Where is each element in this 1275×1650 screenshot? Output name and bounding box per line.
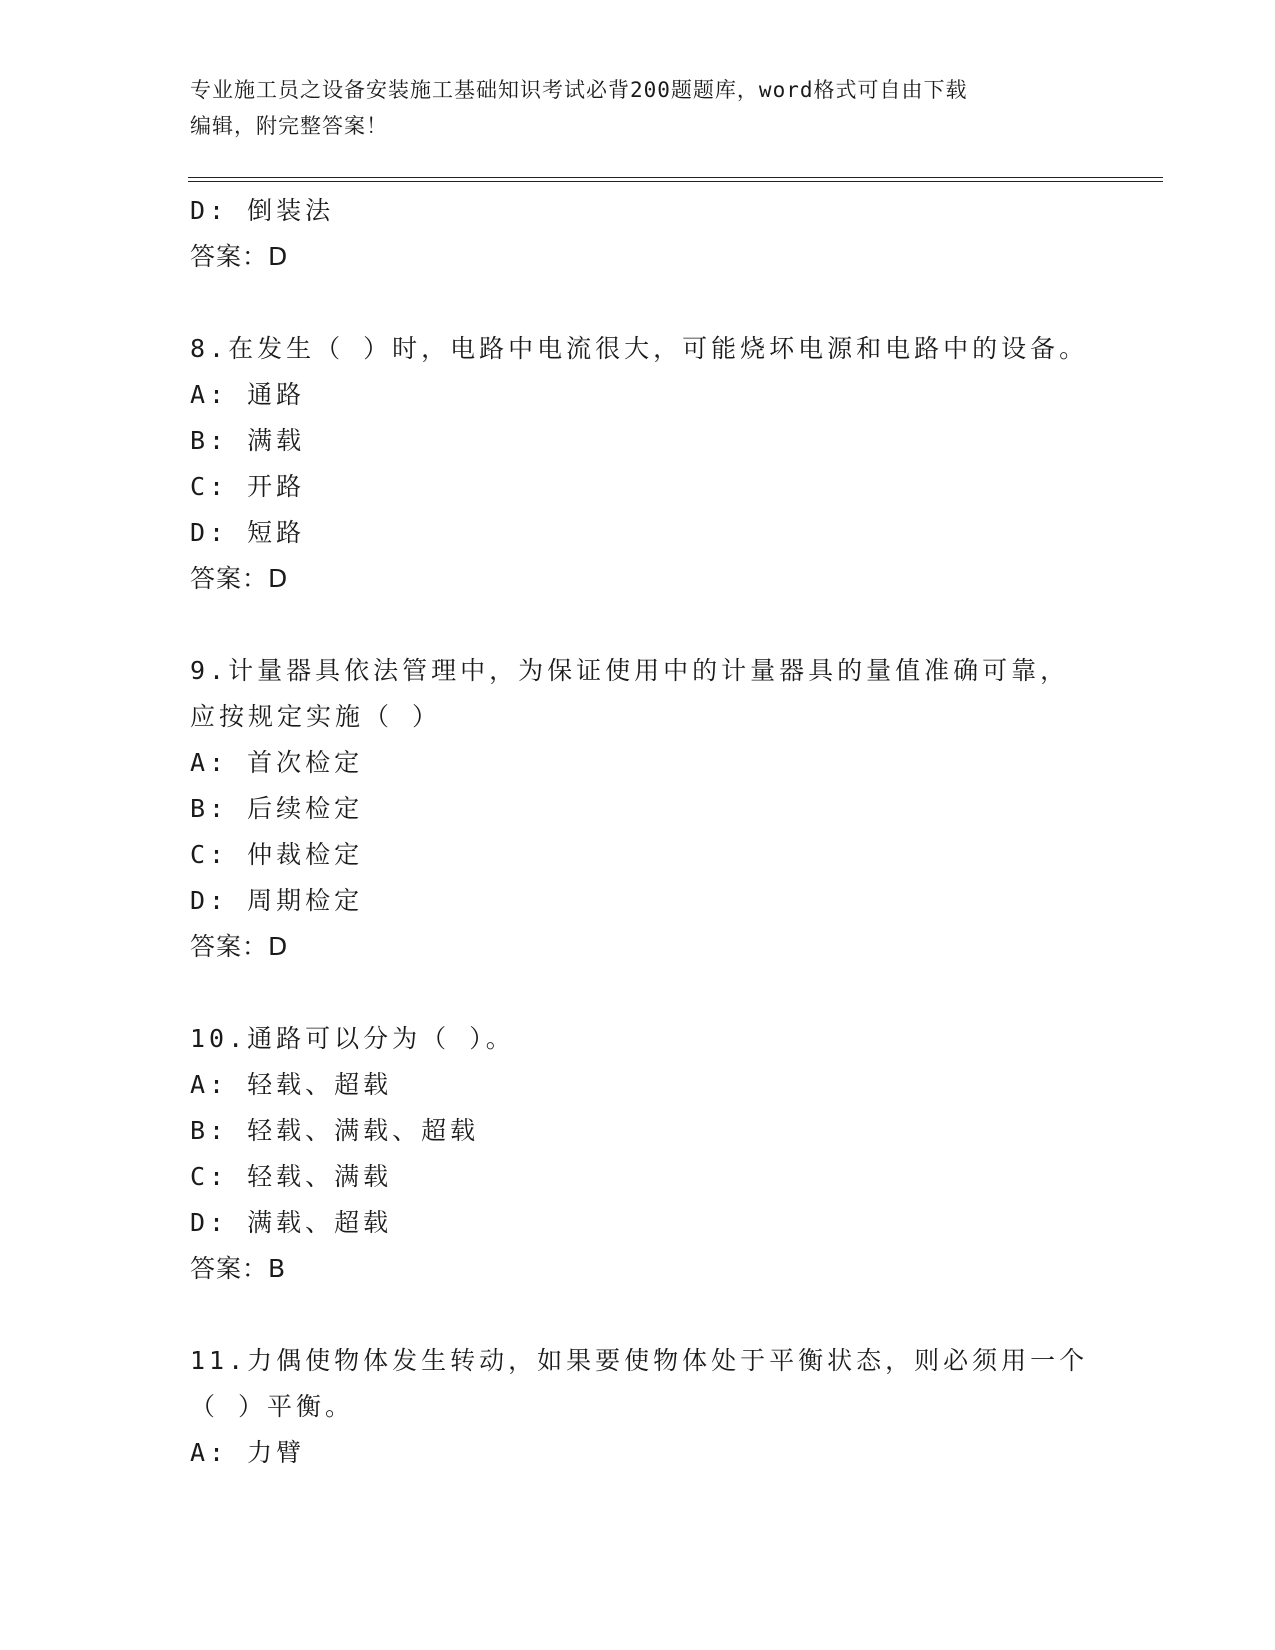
header-title-line-1: 专业施工员之设备安装施工基础知识考试必背200题题库，word格式可自由下载 [190, 78, 968, 102]
question-7-tail [190, 188, 1150, 280]
answer-line: 答案：B [190, 1254, 287, 1283]
answer-line: 答案：D [190, 564, 289, 593]
answer-line: 答案：D [190, 932, 289, 961]
header-title-line-2: 编辑，附完整答案！ [190, 114, 388, 138]
option-d: D: 满载、超载 [190, 1208, 393, 1237]
spacer [190, 970, 1150, 1016]
header-divider-bottom [188, 181, 1163, 182]
question-9 [190, 648, 1150, 970]
option-b: B: 轻载、满载、超载 [190, 1116, 480, 1145]
question-stem-continued: （ ）平衡。 [190, 1392, 355, 1421]
option-a: A: 首次检定 [190, 748, 364, 777]
spacer [190, 602, 1150, 648]
question-stem: 8.在发生（ ）时，电路中电流很大，可能烧坏电源和电路中的设备。 [190, 334, 1089, 363]
option-c: C: 轻载、满载 [190, 1162, 393, 1191]
header-divider-top [188, 177, 1163, 178]
option-d: D: 短路 [190, 518, 306, 547]
option-b: B: 满载 [190, 426, 306, 455]
question-list [190, 188, 1150, 1476]
option-a: A: 轻载、超载 [190, 1070, 393, 1099]
option-b: B: 后续检定 [190, 794, 364, 823]
option-c: C: 仲裁检定 [190, 840, 364, 869]
option-d: D: 倒装法 [190, 196, 335, 225]
spacer [190, 280, 1150, 326]
question-stem-continued: 应按规定实施（ ） [190, 702, 442, 731]
question-8 [190, 326, 1150, 602]
answer-line: 答案：D [190, 242, 289, 271]
option-a: A: 通路 [190, 380, 306, 409]
document-header [190, 72, 1090, 144]
spacer [190, 1292, 1150, 1338]
option-d: D: 周期检定 [190, 886, 364, 915]
question-stem: 11.力偶使物体发生转动，如果要使物体处于平衡状态，则必须用一个 [190, 1346, 1089, 1375]
question-11 [190, 1338, 1150, 1476]
question-stem: 9.计量器具依法管理中，为保证使用中的计量器具的量值准确可靠， [190, 656, 1070, 685]
option-c: C: 开路 [190, 472, 306, 501]
option-a: A: 力臂 [190, 1438, 306, 1467]
question-10 [190, 1016, 1150, 1292]
question-stem: 10.通路可以分为（ ）。 [190, 1024, 515, 1053]
